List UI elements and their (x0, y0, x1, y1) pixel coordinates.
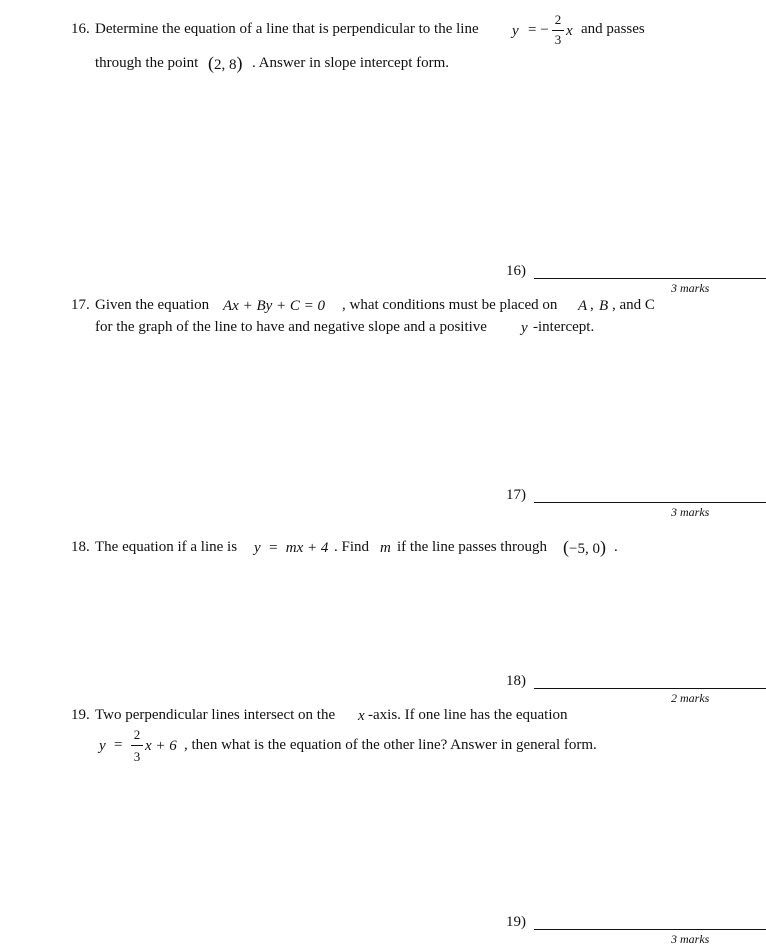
marks-label: 2 marks (671, 691, 710, 705)
punctuation: . (614, 539, 618, 555)
answer-label: 17) (506, 487, 526, 503)
question-text: , and C (612, 297, 655, 313)
math-operator: = − (528, 22, 549, 38)
math-variable: m (380, 540, 391, 556)
question-text: Given the equation (95, 297, 210, 313)
question-text: Two perpendicular lines intersect on the (95, 707, 336, 723)
question-number: 18. (71, 539, 90, 555)
question-number: 17. (71, 297, 90, 313)
question-text: and passes (581, 21, 645, 37)
math-variable: x (566, 23, 573, 39)
question-number: 16. (71, 21, 90, 37)
question-text: through the point (95, 55, 199, 71)
math-variable: B (599, 298, 609, 314)
equation: Ax + By + C = 0 (223, 298, 326, 314)
question-text: , what conditions must be placed on (342, 297, 558, 313)
fraction-denominator: 3 (554, 32, 562, 47)
marks-label: 3 marks (671, 505, 710, 519)
punctuation: , (590, 297, 594, 313)
point-coordinates: (2, 8) (208, 53, 243, 73)
marks-label: 3 marks (671, 281, 710, 295)
math-variable: y (512, 23, 519, 39)
marks-label: 3 marks (671, 932, 710, 946)
question-text: -axis. If one line has the equation (368, 707, 568, 723)
math-variable: A (578, 298, 588, 314)
math-variable: x (358, 708, 365, 724)
question-text: . Find (334, 539, 370, 555)
answer-label: 18) (506, 673, 526, 689)
answer-line[interactable] (534, 929, 766, 930)
math-variable: y (99, 738, 106, 754)
question-text: The equation if a line is (95, 539, 238, 555)
fraction-numerator: 2 (133, 727, 141, 742)
math-variable: y (521, 320, 528, 336)
answer-line[interactable] (534, 502, 766, 503)
fraction-numerator: 2 (554, 12, 562, 27)
answer-label: 16) (506, 263, 526, 279)
fraction-bar (552, 30, 564, 31)
math-operator: = (114, 737, 123, 753)
answer-line[interactable] (534, 688, 766, 689)
answer-label: 19) (506, 914, 526, 930)
question-number: 19. (71, 707, 90, 723)
question-text: for the graph of the line to have and negative slope and a positive (95, 319, 487, 335)
equation: y = mx + 4 (254, 540, 329, 556)
question-text: if the line passes through (397, 539, 547, 555)
equation: x + 6 (145, 738, 177, 754)
question-text: -intercept. (533, 319, 595, 335)
question-text: Determine the equation of a line that is perpendicular to the line (95, 21, 479, 37)
fraction-denominator: 3 (133, 749, 141, 764)
question-text: , then what is the equation of the other line? Answer in general form. (184, 737, 597, 753)
fraction-bar (131, 745, 143, 746)
point-coordinates: (−5, 0) (563, 537, 606, 557)
answer-line[interactable] (534, 278, 766, 279)
question-text: . Answer in slope intercept form. (252, 55, 450, 71)
